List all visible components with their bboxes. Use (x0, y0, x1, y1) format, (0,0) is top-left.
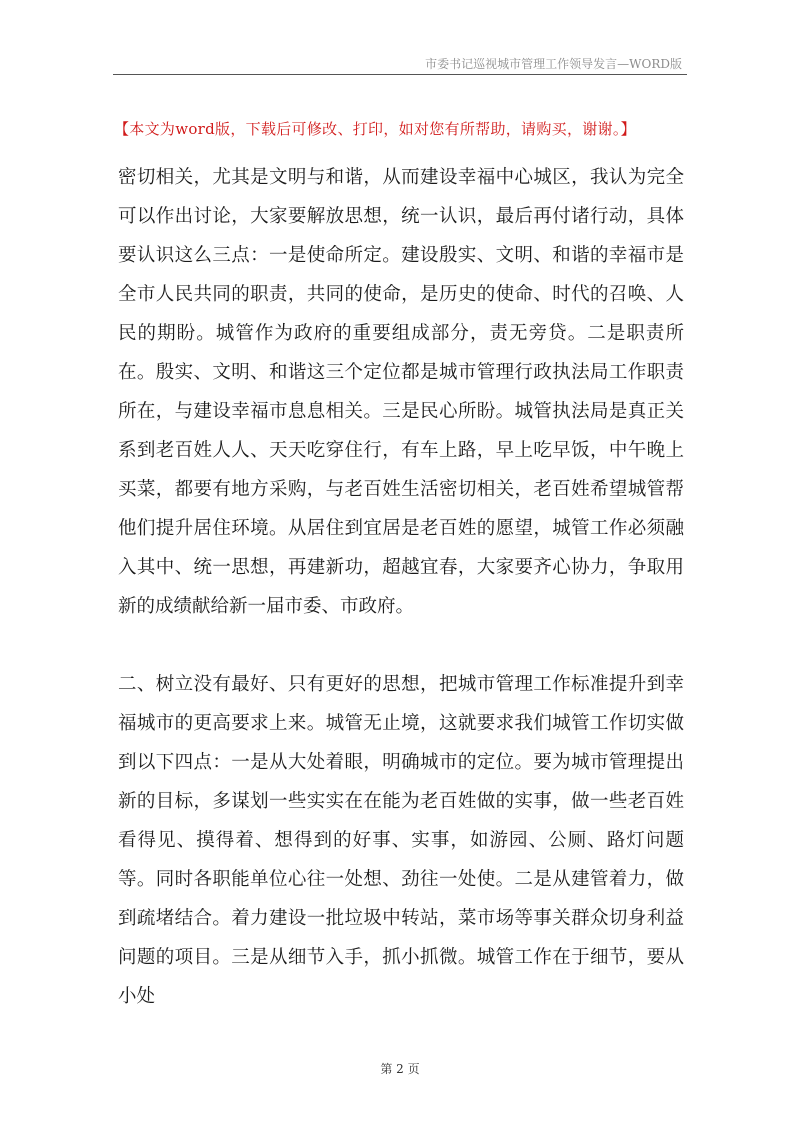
document-body (118, 158, 684, 1016)
download-notice: 【本文为word版，下载后可修改、打印，如对您有所帮助，请购买，谢谢。】 (114, 120, 636, 138)
header-divider (113, 74, 687, 75)
body-paragraph-1: 密切相关，尤其是文明与和谐，从而建设幸福中心城区，我认为完全可以作出讨论，大家要解放思想，统一认识，最后再付诸行动，具体要认识这么三点：一是使命所定。建设殷实、文明、和谐的幸福市是全市人民共同的职责，共同的使命，是历史的使命、时代的召唤、人民的期盼。城管作为政府的重要组成部分，责无旁贷。二是职责所在。殷实、文明、和谐这三个定位都是城市管理行政执法局工作职责所在，与建设幸福市息息相关。三是民心所盼。城管执法局是真正关系到老百姓人人、天天吃穿住行，有车上路，早上吃早饭，中午晚上买菜，都要有地方采购，与老百姓生活密切相关，老百姓希望城管帮他们提升居住环境。从居住到宜居是老百姓的愿望，城管工作必须融入其中、统一思想，再建新功，超越宜春，大家要齐心协力，争取用新的成绩献给新一届市委、市政府。 (118, 167, 684, 617)
document-header-title: 市委书记巡视城市管理工作领导发言—WORD版 (425, 57, 682, 71)
page-number: 第 2 页 (380, 1062, 420, 1076)
paragraph-spacer (118, 626, 684, 665)
body-paragraph-2: 二、树立没有最好、只有更好的思想，把城市管理工作标准提升到幸福城市的更高要求上来。城管无止境，这就要求我们城管工作切实做到以下四点：一是从大处着眼，明确城市的定位。要为城市管理提出新的目标，多谋划一些实实在在能为老百姓做的实事，做一些老百姓看得见、摸得着、想得到的好事、实事，如游园、公厕、路灯问题等。同时各职能单位心往一处想、劲往一处使。二是从建管着力，做到疏堵结合。着力建设一批垃圾中转站，菜市场等事关群众切身利益问题的项目。三是从细节入手，抓小抓微。城管工作在于细节，要从小处 (118, 674, 684, 1007)
